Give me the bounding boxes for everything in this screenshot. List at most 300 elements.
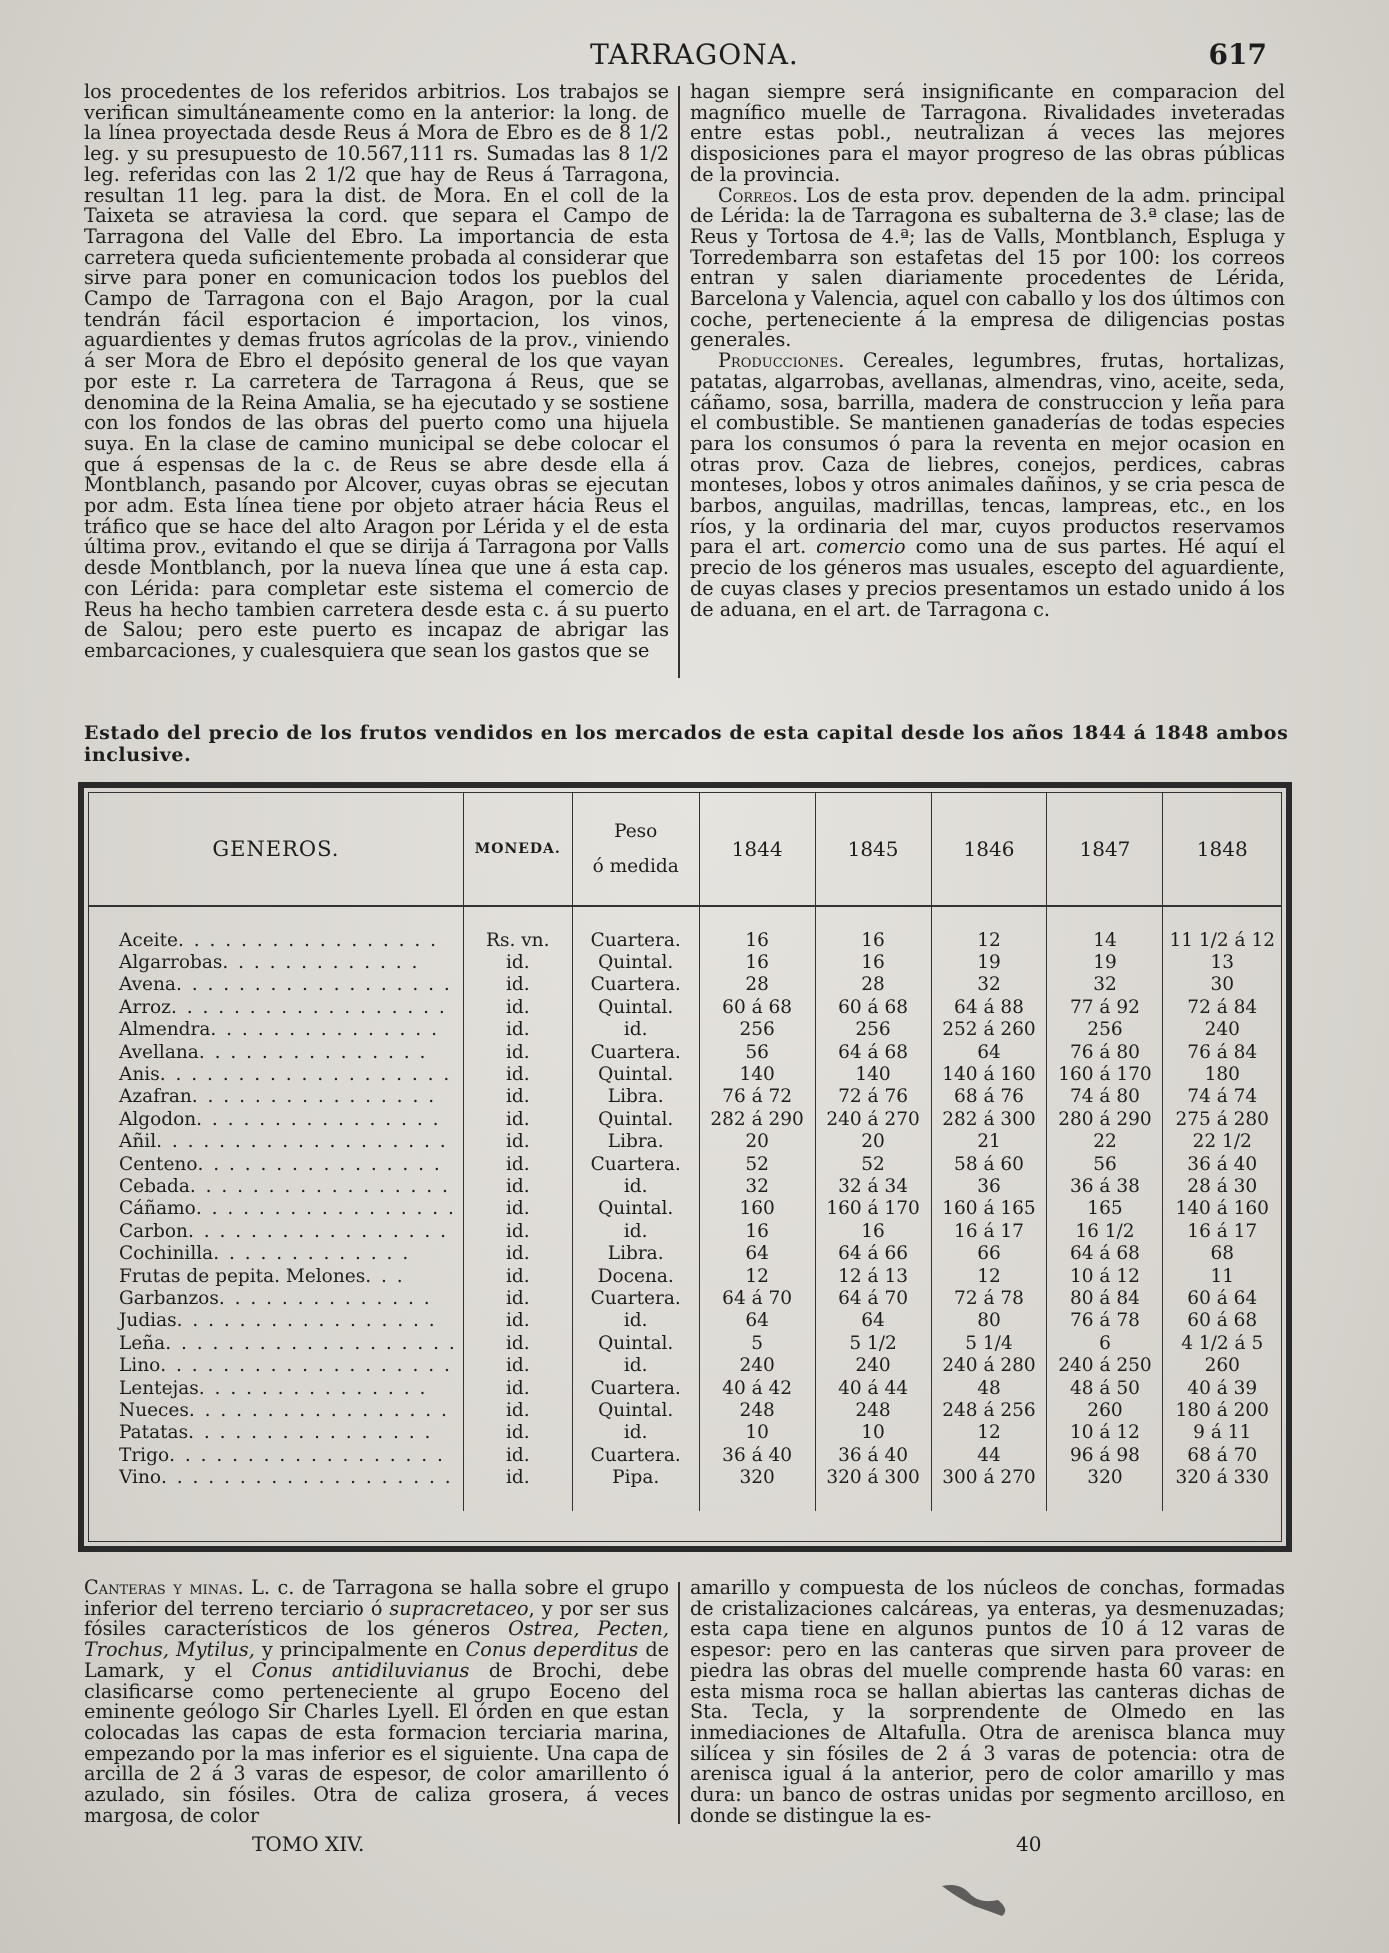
- leader-dots: . . . . . . . . . . . . . . . .: [188, 1422, 433, 1444]
- cell-price-1844: 64: [699, 1310, 815, 1332]
- cell-moneda: [463, 1310, 572, 1332]
- cell-price-1845: 240: [815, 1354, 931, 1376]
- footer-tomo: TOMO XIV.: [252, 1832, 365, 1856]
- table-row: [89, 1332, 1281, 1354]
- column-rule: [678, 1582, 680, 1824]
- price-table: [89, 793, 1281, 1511]
- cell-medida-text: Quintal.: [598, 1064, 674, 1086]
- cell-medida-text: Docena.: [597, 1265, 674, 1287]
- table-row: [89, 1108, 1281, 1130]
- leader-dots: . . . . . . . . . . . . . . .: [198, 1377, 428, 1399]
- table-row: [89, 1287, 1281, 1309]
- cell-genero-text: Lino: [119, 1355, 161, 1377]
- cell-moneda: [463, 1220, 572, 1242]
- cell-price-1848: 180: [1163, 1063, 1281, 1085]
- cell-price-1844: 240: [699, 1354, 815, 1376]
- cell-genero: [89, 974, 463, 996]
- table-row: [89, 996, 1281, 1018]
- cell-medida: [572, 1041, 699, 1063]
- cell-price-1848: 76 á 84: [1163, 1041, 1281, 1063]
- cell-moneda: [463, 1444, 572, 1466]
- cell-price-1848: 60 á 68: [1163, 1310, 1281, 1332]
- cell-moneda-text: id.: [505, 1444, 530, 1466]
- table-spacer-row: [89, 1489, 1281, 1511]
- cell-price-1845: 72 á 76: [815, 1086, 931, 1108]
- cell-medida: [572, 929, 699, 951]
- cell-price-1845: 248: [815, 1399, 931, 1421]
- cell-price-1847: 48 á 50: [1047, 1377, 1163, 1399]
- cell-genero-text: Cáñamo: [119, 1198, 196, 1220]
- cell-price-1846: 160 á 165: [931, 1198, 1047, 1220]
- table-row: [89, 1175, 1281, 1197]
- cell-moneda: [463, 1242, 572, 1264]
- cell-price-1844: 64 á 70: [699, 1287, 815, 1309]
- cell-moneda-text: id.: [505, 1131, 530, 1153]
- cell-price-1847: 320: [1047, 1466, 1163, 1488]
- cell-price-1845: 52: [815, 1153, 931, 1175]
- cell-genero: [89, 1466, 463, 1488]
- table-row: [89, 1019, 1281, 1041]
- leader-dots: . . . . . . . . . . . . . . . .: [196, 1108, 441, 1130]
- cell-moneda: [463, 1175, 572, 1197]
- cell-price-1846: 16 á 17: [931, 1220, 1047, 1242]
- cell-price-1846: 21: [931, 1131, 1047, 1153]
- cell-medida-text: Pipa.: [612, 1467, 660, 1489]
- cell-price-1847: 80 á 84: [1047, 1287, 1163, 1309]
- text-column-left-top: [84, 82, 669, 662]
- table-body: [89, 906, 1281, 1511]
- canteras-t1: L. c. de Tarragona se halla sobre el grupo inferior del terreno terciario ó: [84, 1576, 669, 1620]
- table-row: [89, 1153, 1281, 1175]
- cell-genero-text: Algarrobas: [119, 952, 223, 974]
- cell-medida-text: Quintal.: [598, 996, 674, 1018]
- cell-genero: [89, 951, 463, 973]
- cell-price-1847: 74 á 80: [1047, 1086, 1163, 1108]
- canteras-t5: de Brochi, debe clasificarse como perteneciente al grupo Eoceno del eminente geólogo Sir Charles Lyell. El órden en que estan colocadas las capas de esta formacion terciaria marina, empezando por la mas inferior es el siguiente. Una capa de arcilla de 2 á 3 varas de espesor, de color amarillento ó azulado, sin fósiles. Otra de caliza grosera, á veces margosa, de color: [84, 1658, 670, 1827]
- cell-medida: [572, 1310, 699, 1332]
- table-row: [89, 1220, 1281, 1242]
- cell-price-1844: 56: [699, 1041, 815, 1063]
- cell-price-1845: 64 á 66: [815, 1242, 931, 1264]
- cell-price-1846: 44: [931, 1444, 1047, 1466]
- cell-moneda-text: id.: [505, 1355, 530, 1377]
- cell-price-1844: 64: [699, 1242, 815, 1264]
- table-caption: Estado del precio de los frutos vendidos en los mercados de esta capital desde los años 1844 á 1848 ambos inclusive.: [84, 722, 1289, 766]
- header-year: 1844: [699, 793, 815, 906]
- cell-genero-text: Lentejas: [119, 1377, 199, 1399]
- header-year: 1846: [931, 793, 1047, 906]
- cell-price-1844: 16: [699, 951, 815, 973]
- cell-price-1846: 64 á 88: [931, 996, 1047, 1018]
- leader-dots: . . . . . . . . . . . . . . . . .: [176, 1310, 437, 1332]
- cell-price-1844: 16: [699, 929, 815, 951]
- correos-text: Los de esta prov. dependen de la adm. principal de Lérida: la de Tarragona es subalterna de 3.ª clase; las de Reus y Tortosa de 4.ª; las de Valls, Montblanch, Espluga y Torredembarra son estafetas del 15 por 100: los correos entran y salen diariamente procedentes de Lérida, Barcelona y Valencia, aquel con caballo y los dos últimos con coche, perteneciente á la empresa de diligencias postas generales.: [690, 183, 1285, 352]
- cell-genero: [89, 1041, 463, 1063]
- cell-genero-text: Centeno: [119, 1153, 198, 1175]
- header-generos: GENEROS.: [89, 793, 463, 906]
- cell-price-1844: 20: [699, 1131, 815, 1153]
- cell-genero-text: Leña: [119, 1332, 166, 1354]
- cell-medida-text: id.: [623, 1310, 648, 1332]
- cell-price-1848: 72 á 84: [1163, 996, 1281, 1018]
- cell-price-1848: 275 á 280: [1163, 1108, 1281, 1130]
- cell-price-1844: 256: [699, 1019, 815, 1041]
- cell-price-1845: 28: [815, 974, 931, 996]
- cell-price-1845: 12 á 13: [815, 1265, 931, 1287]
- cell-medida-text: id.: [623, 1019, 648, 1041]
- cell-moneda-text: id.: [505, 1265, 530, 1287]
- cell-medida: [572, 1108, 699, 1130]
- cell-medida-text: Quintal.: [598, 1108, 674, 1130]
- cell-moneda-text: Rs. vn.: [486, 929, 550, 951]
- cell-price-1847: 56: [1047, 1153, 1163, 1175]
- cell-medida: [572, 1019, 699, 1041]
- cell-genero-text: Cochinilla: [119, 1243, 214, 1265]
- cell-medida: [572, 951, 699, 973]
- cell-genero: [89, 1242, 463, 1264]
- cell-price-1845: 16: [815, 951, 931, 973]
- table-row: [89, 1131, 1281, 1153]
- cell-price-1847: 77 á 92: [1047, 996, 1163, 1018]
- cell-price-1848: 22 1/2: [1163, 1131, 1281, 1153]
- cell-price-1844: 5: [699, 1332, 815, 1354]
- section-head-correos: Correos.: [718, 183, 799, 207]
- cell-medida-text: Cuartera.: [590, 1041, 681, 1063]
- cell-medida: [572, 996, 699, 1018]
- cell-price-1846: 140 á 160: [931, 1063, 1047, 1085]
- cell-price-1844: 248: [699, 1399, 815, 1421]
- cell-medida-text: id.: [623, 1355, 648, 1377]
- section-head-producciones: Producciones.: [718, 349, 845, 373]
- cell-price-1844: 282 á 290: [699, 1108, 815, 1130]
- cell-price-1847: 19: [1047, 951, 1163, 973]
- cell-price-1844: 160: [699, 1198, 815, 1220]
- paragraph-correos: [690, 183, 1285, 352]
- cell-moneda-text: id.: [505, 1287, 530, 1309]
- table-row: [89, 1422, 1281, 1444]
- cell-genero: [89, 1175, 463, 1197]
- cell-price-1845: 10: [815, 1422, 931, 1444]
- cell-moneda: [463, 1466, 572, 1488]
- text-column-left-bottom: [84, 1578, 669, 1826]
- cell-genero: [89, 1019, 463, 1041]
- cell-price-1845: 60 á 68: [815, 996, 931, 1018]
- cell-medida: [572, 1131, 699, 1153]
- leader-dots: . . . . . . . . . . . . . . . . . . .: [160, 1355, 452, 1377]
- cell-genero-text: Algodon: [119, 1108, 197, 1130]
- cell-genero: [89, 1108, 463, 1130]
- cell-medida-text: Libra.: [607, 1086, 664, 1108]
- leader-dots: . . . . . . . . . . . . . . . . . .: [175, 974, 452, 996]
- table-spacer-row: [89, 906, 1281, 929]
- cell-moneda-text: id.: [505, 1467, 530, 1489]
- cell-medida: [572, 1399, 699, 1421]
- cell-medida: [572, 1354, 699, 1376]
- cell-price-1845: 16: [815, 929, 931, 951]
- cell-moneda: [463, 1354, 572, 1376]
- cell-genero-text: Avena: [119, 974, 176, 996]
- cell-price-1847: 64 á 68: [1047, 1242, 1163, 1264]
- cell-moneda: [463, 951, 572, 973]
- cell-price-1848: 30: [1163, 974, 1281, 996]
- cell-price-1848: 74 á 74: [1163, 1086, 1281, 1108]
- cell-price-1847: 160 á 170: [1047, 1063, 1163, 1085]
- cell-moneda-text: id.: [505, 1332, 530, 1354]
- cell-medida-text: Quintal.: [598, 1198, 674, 1220]
- cell-moneda-text: id.: [505, 1220, 530, 1242]
- leader-dots: . . . . . . . . . . . . .: [213, 1243, 411, 1265]
- cell-medida-text: Cuartera.: [590, 929, 681, 951]
- cell-price-1844: 28: [699, 974, 815, 996]
- cell-price-1845: 320 á 300: [815, 1466, 931, 1488]
- cell-genero-text: Vino: [119, 1467, 162, 1489]
- cell-price-1847: 260: [1047, 1399, 1163, 1421]
- canteras-i2: Ostrea, Pecten, Trochus, Mytilus,: [84, 1617, 669, 1662]
- table-row: [89, 1198, 1281, 1220]
- cell-genero: [89, 1422, 463, 1444]
- table-row: [89, 1041, 1281, 1063]
- cell-price-1848: 68: [1163, 1242, 1281, 1264]
- cell-price-1847: 6: [1047, 1332, 1163, 1354]
- footer-signature: 40: [1016, 1832, 1042, 1856]
- cell-price-1844: 52: [699, 1153, 815, 1175]
- cell-price-1846: 48: [931, 1377, 1047, 1399]
- cell-genero: [89, 1444, 463, 1466]
- cell-moneda: [463, 929, 572, 951]
- cell-genero: [89, 1354, 463, 1376]
- cell-medida: [572, 1220, 699, 1242]
- cell-genero-text: Anis: [119, 1064, 160, 1086]
- leader-dots: . . . . . . . . . . . . . . . . .: [177, 929, 439, 951]
- section-head-canteras: Canteras y minas.: [84, 1576, 244, 1599]
- cell-price-1845: 20: [815, 1131, 931, 1153]
- cell-price-1845: 32 á 34: [815, 1175, 931, 1197]
- cell-genero-text: Avellana: [119, 1041, 199, 1063]
- leader-dots: . . . . . . . . . . . . . . . . . . .: [161, 1467, 453, 1489]
- cell-price-1845: 256: [815, 1019, 931, 1041]
- header-moneda: MONEDA.: [463, 793, 572, 906]
- cell-moneda-text: id.: [505, 1243, 530, 1265]
- cell-genero: [89, 1377, 463, 1399]
- cell-genero-text: Judias: [119, 1310, 177, 1332]
- cell-price-1846: 300 á 270: [931, 1466, 1047, 1488]
- cell-price-1846: 248 á 256: [931, 1399, 1047, 1421]
- price-table-frame: [78, 782, 1292, 1552]
- cell-price-1845: 64: [815, 1310, 931, 1332]
- producciones-text-b: como una de sus partes. Hé aquí el precio de los géneros mas usuales, escepto del aguardiente, de cuyas clases y precios presentamos un estado unido á los de aduana, en el art. de Tarragona c.: [690, 535, 1285, 621]
- cell-price-1846: 72 á 78: [931, 1287, 1047, 1309]
- canteras-t2: , y por ser sus fósiles característicos de los géneros: [84, 1596, 669, 1641]
- cell-genero: [89, 1310, 463, 1332]
- cell-moneda-text: id.: [505, 1422, 530, 1444]
- cell-moneda: [463, 1019, 572, 1041]
- table-header-row: [89, 793, 1281, 906]
- paragraph: hagan siempre será insignificante en comparacion del magnífico muelle de Tarragona. Rivalidades inveteradas entre estas pobl., neutralizan á veces las mejores disposiciones para el mayor progreso de las obras públicas de la provincia.: [690, 80, 1285, 186]
- cell-genero-text: Patatas: [119, 1422, 189, 1444]
- cell-medida-text: id.: [623, 1175, 648, 1197]
- cell-moneda: [463, 1086, 572, 1108]
- cell-medida: [572, 1287, 699, 1309]
- cell-price-1846: 58 á 60: [931, 1153, 1047, 1175]
- canteras-i1: supracretaceo: [389, 1596, 529, 1620]
- cell-moneda-text: id.: [505, 1153, 530, 1175]
- cell-moneda-text: id.: [505, 1064, 530, 1086]
- header-year: 1845: [815, 793, 931, 906]
- cell-medida-text: Libra.: [607, 1131, 664, 1153]
- cell-moneda-text: id.: [505, 1175, 530, 1197]
- cell-genero: [89, 996, 463, 1018]
- header-peso-top: Peso: [614, 821, 658, 842]
- cell-price-1846: 5 1/4: [931, 1332, 1047, 1354]
- cell-price-1846: 66: [931, 1242, 1047, 1264]
- cell-medida-text: Libra.: [607, 1243, 664, 1265]
- cell-price-1846: 12: [931, 1422, 1047, 1444]
- column-rule: [678, 86, 680, 678]
- canteras-t4: de Lamark, y el: [84, 1638, 669, 1682]
- cell-price-1844: 36 á 40: [699, 1444, 815, 1466]
- table-row: [89, 1399, 1281, 1421]
- table-row: [89, 929, 1281, 951]
- cell-price-1847: 280 á 290: [1047, 1108, 1163, 1130]
- cell-moneda-text: id.: [505, 1086, 530, 1108]
- cell-medida: [572, 1466, 699, 1488]
- cell-price-1848: 140 á 160: [1163, 1198, 1281, 1220]
- cell-medida-text: Cuartera.: [590, 1287, 681, 1309]
- cell-medida: [572, 1422, 699, 1444]
- canteras-t3: y principalmente en: [261, 1638, 459, 1662]
- leader-dots: . . . . . . . . . . . . . . . . . . .: [156, 1131, 448, 1153]
- table-row: [89, 1310, 1281, 1332]
- cell-price-1845: 160 á 170: [815, 1198, 931, 1220]
- cell-moneda-text: id.: [505, 1108, 530, 1130]
- cell-medida: [572, 1153, 699, 1175]
- cell-price-1847: 36 á 38: [1047, 1175, 1163, 1197]
- cell-price-1848: 180 á 200: [1163, 1399, 1281, 1421]
- cell-price-1846: 12: [931, 929, 1047, 951]
- cell-moneda: [463, 974, 572, 996]
- cell-moneda-text: id.: [505, 1019, 530, 1041]
- cell-medida: [572, 1242, 699, 1264]
- cell-price-1844: 32: [699, 1175, 815, 1197]
- cell-price-1847: 165: [1047, 1198, 1163, 1220]
- leader-dots: . . . . . . . . . . . . .: [222, 952, 420, 974]
- table-row: [89, 1444, 1281, 1466]
- ink-smudge-icon: [940, 1880, 1020, 1920]
- cell-genero: [89, 1287, 463, 1309]
- leader-dots: . . . . . . . . . . . . . . . . .: [187, 1220, 448, 1242]
- cell-medida: [572, 1332, 699, 1354]
- cell-medida-text: id.: [623, 1422, 648, 1444]
- cell-medida: [572, 1377, 699, 1399]
- cell-moneda: [463, 1265, 572, 1287]
- leader-dots: . . . . . . . . . . . . . . .: [210, 1019, 439, 1041]
- cell-price-1846: 252 á 260: [931, 1019, 1047, 1041]
- text-column-right-bottom: [690, 1578, 1285, 1826]
- cell-medida-text: Cuartera.: [590, 1444, 681, 1466]
- cell-genero-text: Trigo: [119, 1444, 170, 1466]
- leader-dots: . . . . . . . . . . . . . . . . . . .: [159, 1064, 452, 1086]
- leader-dots: . . . . . . . . . . . . . . . . .: [195, 1198, 456, 1220]
- cell-moneda: [463, 1287, 572, 1309]
- leader-dots: . . . . . . . . . . . . . . . . . .: [169, 1444, 445, 1466]
- cell-moneda: [463, 996, 572, 1018]
- cell-price-1845: 64 á 68: [815, 1041, 931, 1063]
- text-column-right-top: [690, 82, 1285, 620]
- cell-price-1844: 12: [699, 1265, 815, 1287]
- leader-dots: . . . . . . . . . . . . . . . . . .: [170, 996, 447, 1018]
- cell-genero: [89, 1153, 463, 1175]
- cell-price-1848: 260: [1163, 1354, 1281, 1376]
- cell-genero-text: Almendra: [119, 1019, 211, 1041]
- cell-moneda: [463, 1422, 572, 1444]
- canteras-i3: Conus deperditus: [465, 1638, 639, 1662]
- cell-price-1846: 240 á 280: [931, 1354, 1047, 1376]
- cell-medida: [572, 1086, 699, 1108]
- cell-price-1844: 320: [699, 1466, 815, 1488]
- paragraph: los procedentes de los referidos arbitrios. Los trabajos se verifican simultáneamente como en la anterior: la long. de la línea proyectada desde Reus á Mora de Ebro es de 8 1/2 leg. y su presupuesto de 10.567,111 rs. Sumadas las 8 1/2 leg. referidas con las 2 1/2 que hay de Reus á Tarragona, resultan 11 leg. para la dist. de Mora. En el coll de la Taixeta se atraviesa la cord. que separa el Campo de Tarragona del Valle del Ebro. La importancia de esta carretera queda suficientemente probada al considerar que sirve para poner en comunicacion todos los pueblos del Campo de Tarragona con el Bajo Aragon, por la cual tendrán fácil esportacion é importacion, los vinos, aguardientes y demas frutos agrícolas de la prov., viniendo á ser Mora de Ebro el depósito general de los que vayan por este r. La carretera de Tarragona á Reus, que se denomina de la Reina Amalia, se ha ejecutado y se sostiene con los fondos de las obras del puerto como una hijuela suya. En la clase de camino municipal se debe colocar el que á espensas de la c. de Reus se abre desde ella á Montblanch, pasando por Alcover, cuyas obras se ejecutan por adm. Esta línea tiene por objeto atraer hácia Reus el tráfico que se hace del alto Aragon por Lérida y el de esta última prov., evitando el que se dirija á Tarragona por Valls desde Montblanch, por la nueva línea que une á esta cap. con Lérida: para completar este sistema el comercio de Reus ha hecho tambien carretera desde esta c. á su puerto de Salou; pero este puerto es incapaz de abrigar las embarcaciones, y cualesquiera que sean los gastos que se: [84, 80, 669, 662]
- cell-price-1844: 76 á 72: [699, 1086, 815, 1108]
- leader-dots: . . . . . . . . . . . . . . . . . . .: [165, 1332, 457, 1354]
- cell-genero: [89, 1399, 463, 1421]
- cell-price-1847: 240 á 250: [1047, 1354, 1163, 1376]
- leader-dots: . . . . . . . . . . . . . . . . .: [189, 1175, 450, 1197]
- cell-genero: [89, 1086, 463, 1108]
- leader-dots: . . . . . . . . . . . . . .: [218, 1287, 432, 1309]
- cell-moneda: [463, 1198, 572, 1220]
- header-peso-bottom: ó medida: [592, 856, 679, 877]
- cell-moneda: [463, 1041, 572, 1063]
- producciones-italic: comercio: [816, 535, 906, 559]
- leader-dots: . . . . . . . . . . . . . . . .: [197, 1153, 442, 1175]
- cell-price-1848: 36 á 40: [1163, 1153, 1281, 1175]
- cell-price-1847: 32: [1047, 974, 1163, 996]
- header-year: 1848: [1163, 793, 1281, 906]
- table-row: [89, 1354, 1281, 1376]
- table-row: [89, 1265, 1281, 1287]
- cell-medida-text: Quintal.: [598, 952, 674, 974]
- cell-price-1848: 4 1/2 á 5: [1163, 1332, 1281, 1354]
- cell-price-1847: 10 á 12: [1047, 1422, 1163, 1444]
- cell-price-1848: 60 á 64: [1163, 1287, 1281, 1309]
- cell-price-1844: 60 á 68: [699, 996, 815, 1018]
- cell-medida-text: Cuartera.: [590, 1153, 681, 1175]
- cell-price-1847: 76 á 78: [1047, 1310, 1163, 1332]
- cell-moneda-text: id.: [505, 1377, 530, 1399]
- cell-moneda-text: id.: [505, 974, 530, 996]
- price-table-inner: [88, 792, 1282, 1542]
- cell-price-1847: 22: [1047, 1131, 1163, 1153]
- cell-price-1847: 16 1/2: [1047, 1220, 1163, 1242]
- table-row: [89, 1063, 1281, 1085]
- page-number: 617: [1208, 38, 1267, 71]
- cell-price-1845: 16: [815, 1220, 931, 1242]
- cell-price-1848: 240: [1163, 1019, 1281, 1041]
- leader-dots: . . . . . . . . . . . . . . .: [198, 1041, 428, 1063]
- cell-medida-text: Quintal.: [598, 1332, 674, 1354]
- cell-genero-text: Aceite: [119, 929, 178, 951]
- cell-medida: [572, 1198, 699, 1220]
- header-peso: [572, 793, 699, 906]
- header-year: 1847: [1047, 793, 1163, 906]
- cell-medida: [572, 1444, 699, 1466]
- cell-price-1848: 11: [1163, 1265, 1281, 1287]
- table-row: [89, 1242, 1281, 1264]
- cell-price-1848: 11 1/2 á 12: [1163, 929, 1281, 951]
- cell-price-1845: 140: [815, 1063, 931, 1085]
- cell-genero-text: Cebada: [119, 1175, 190, 1197]
- table-row: [89, 974, 1281, 996]
- cell-medida-text: id.: [623, 1220, 648, 1242]
